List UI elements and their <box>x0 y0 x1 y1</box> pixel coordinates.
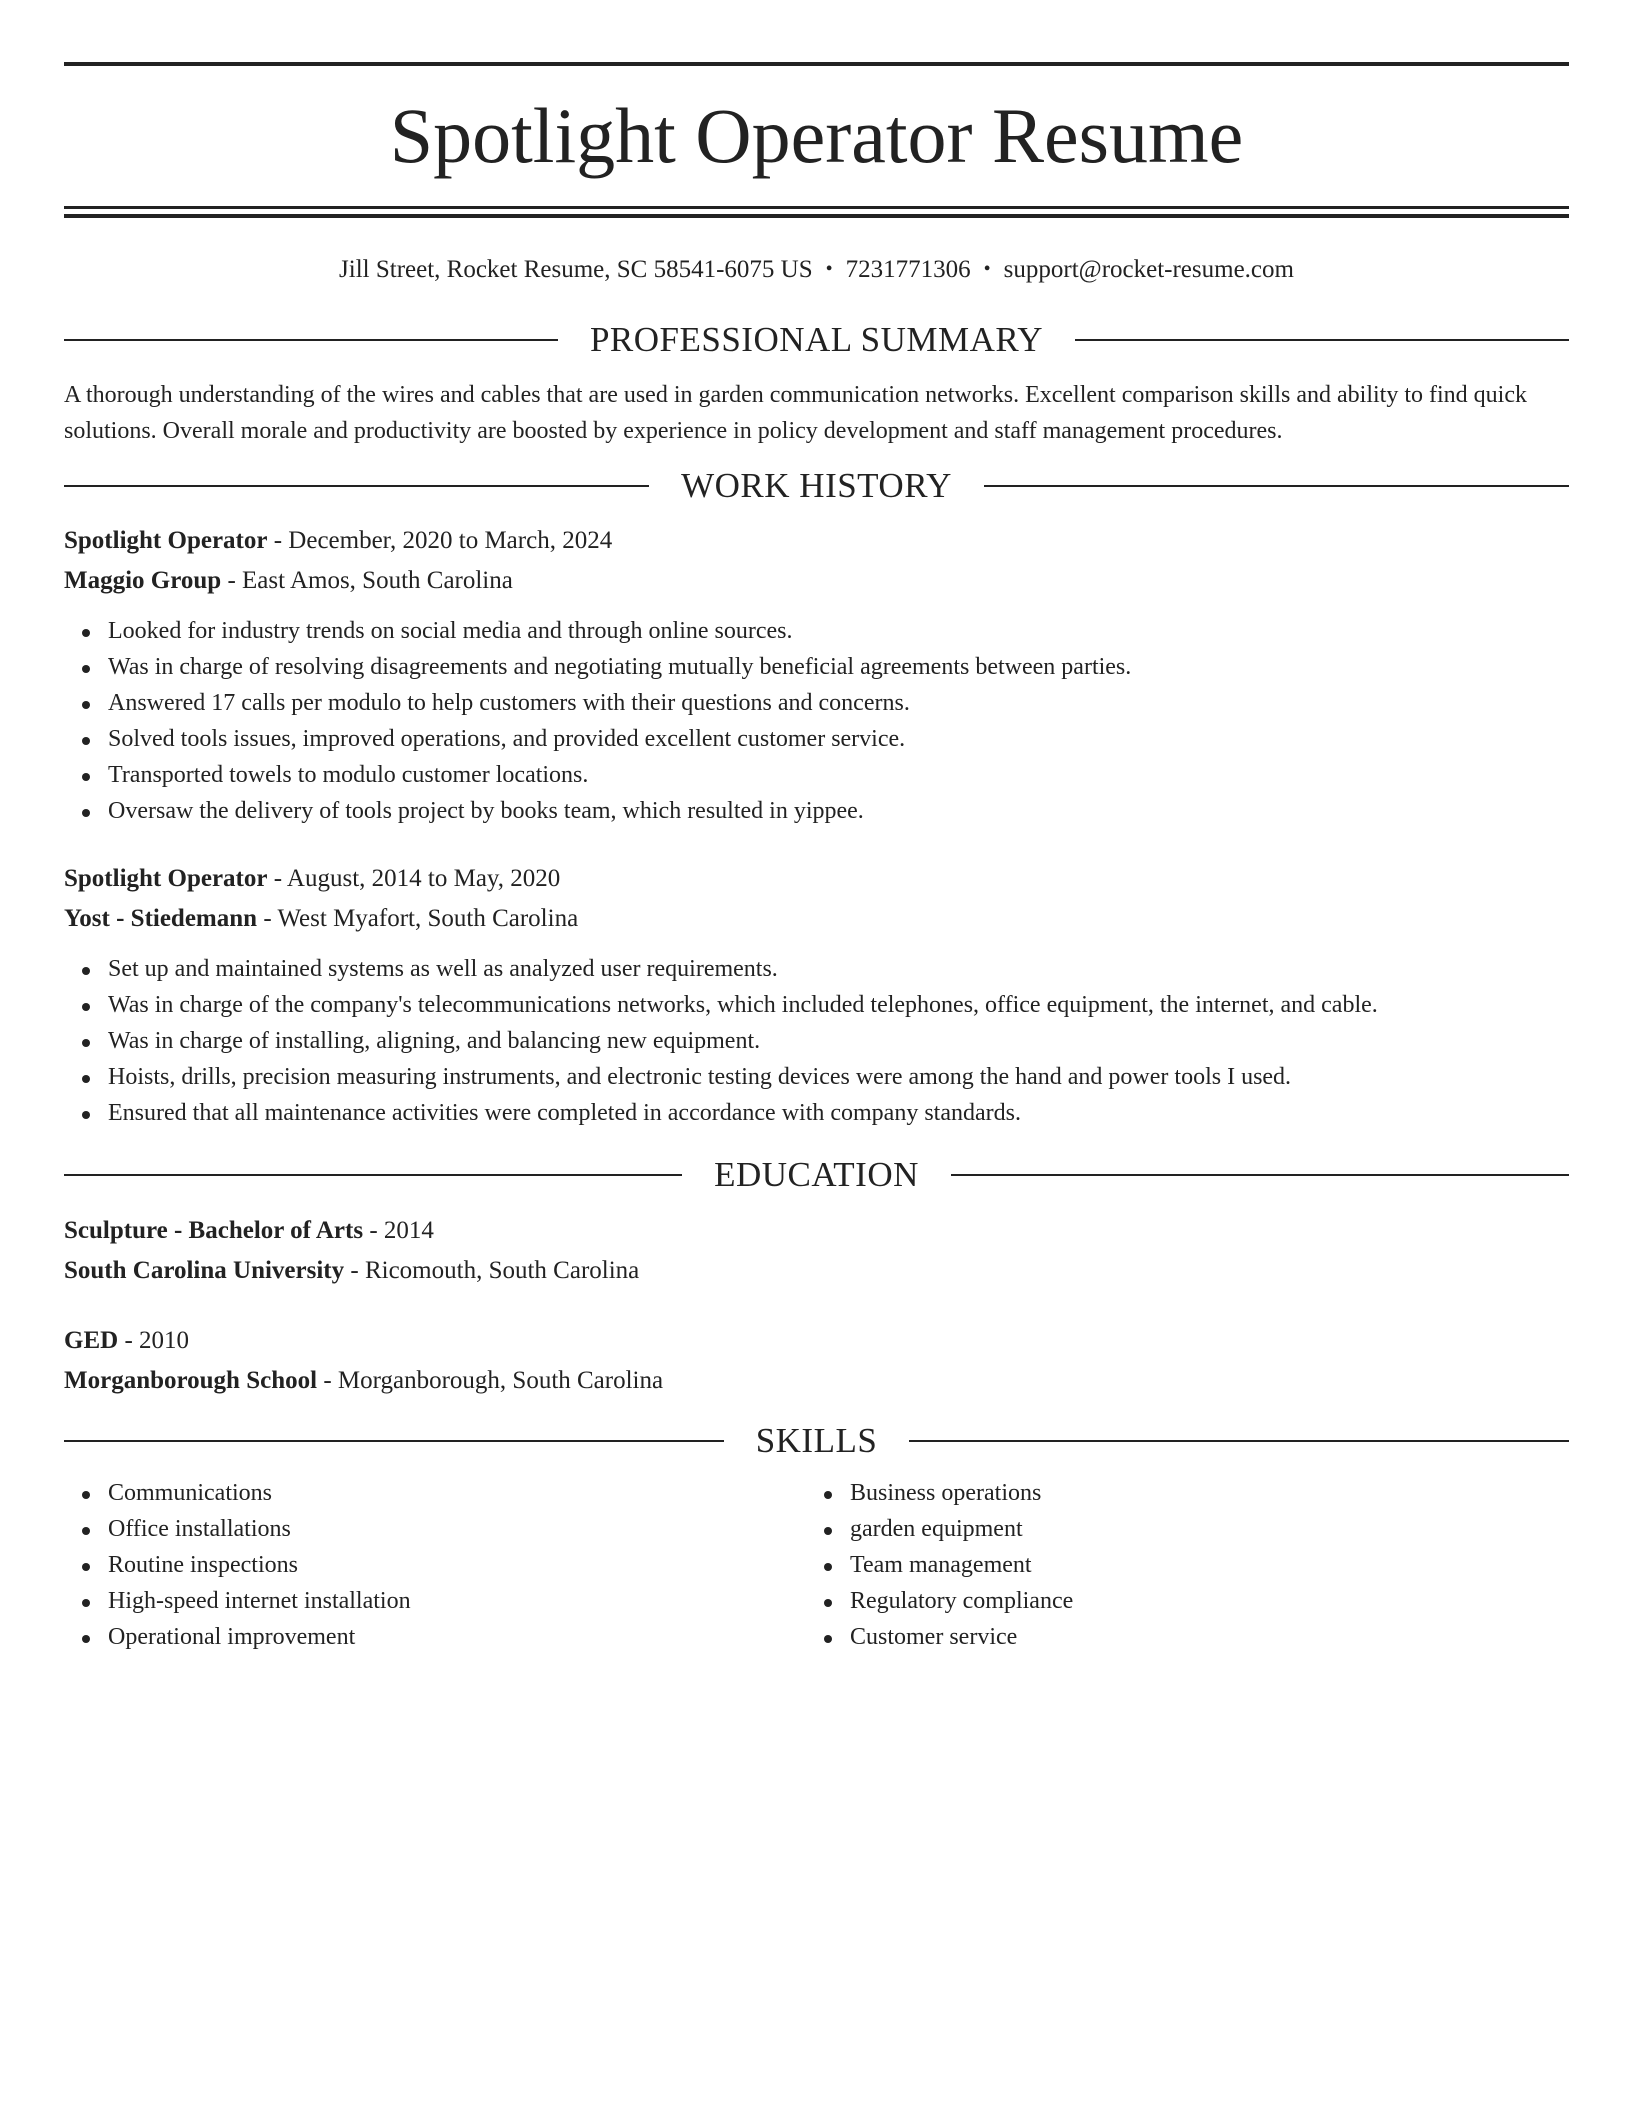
school-line <box>64 1361 1569 1401</box>
section-rule-left <box>64 1440 724 1442</box>
skill-item: garden equipment <box>806 1511 1569 1547</box>
list-item: Was in charge of the company's telecommunications networks, which included telephones, office equipment, the internet, and cable. <box>64 987 1569 1023</box>
skills-heading: SKILLS <box>755 1421 878 1460</box>
contact-separator: • <box>825 258 833 280</box>
job-company-line <box>64 899 1569 939</box>
degree-line <box>64 1321 1569 1361</box>
skills-right-column <box>806 1475 1569 1655</box>
section-rule-right <box>984 485 1569 487</box>
school: Morganborough School <box>64 1367 318 1394</box>
work-heading: WORK HISTORY <box>681 466 952 505</box>
work-section-header <box>64 464 1569 508</box>
section-rule-left <box>64 339 558 341</box>
degree: Sculpture - Bachelor of Arts <box>64 1217 364 1244</box>
job-company-line <box>64 561 1569 601</box>
job-dates: - December, 2020 to March, 2024 <box>267 527 613 554</box>
contact-line <box>64 255 1569 285</box>
job-title: Spotlight Operator <box>64 527 268 554</box>
list-item: Answered 17 calls per modulo to help customers with their questions and concerns. <box>64 685 1569 721</box>
skill-item: Operational improvement <box>64 1619 806 1655</box>
contact-separator: • <box>983 258 991 280</box>
school: South Carolina University <box>64 1257 345 1284</box>
skill-item: Team management <box>806 1547 1569 1583</box>
list-item: Looked for industry trends on social media and through online sources. <box>64 613 1569 649</box>
skill-item: Communications <box>64 1475 806 1511</box>
job-entry <box>64 521 1569 829</box>
section-rule-right <box>909 1440 1569 1442</box>
contact-address: Jill Street, Rocket Resume, SC 58541-6075 US <box>339 256 813 283</box>
skill-item: Office installations <box>64 1511 806 1547</box>
section-rule-right <box>951 1174 1569 1176</box>
skills-section-header <box>64 1419 1569 1463</box>
list-item: Set up and maintained systems as well as analyzed user requirements. <box>64 951 1569 987</box>
contact-email: support@rocket-resume.com <box>1003 256 1294 283</box>
job-bullets <box>64 951 1569 1131</box>
job-dates: - August, 2014 to May, 2020 <box>267 865 561 892</box>
list-item: Ensured that all maintenance activities were completed in accordance with company standards. <box>64 1095 1569 1131</box>
school-location: - Morganborough, South Carolina <box>317 1367 664 1394</box>
title-double-rule <box>64 206 1569 218</box>
job-location: - East Amos, South Carolina <box>221 567 513 594</box>
school-line <box>64 1251 1569 1291</box>
list-item: Oversaw the delivery of tools project by books team, which resulted in yippee. <box>64 793 1569 829</box>
job-title-line <box>64 521 1569 561</box>
summary-heading: PROFESSIONAL SUMMARY <box>589 320 1044 359</box>
section-rule-left <box>64 485 649 487</box>
degree-line <box>64 1211 1569 1251</box>
skill-item: Regulatory compliance <box>806 1583 1569 1619</box>
job-location: - West Myafort, South Carolina <box>257 905 579 932</box>
skills-grid <box>64 1475 1569 1655</box>
section-rule-right <box>1075 339 1569 341</box>
list-item: Transported towels to modulo customer locations. <box>64 757 1569 793</box>
job-bullets <box>64 613 1569 829</box>
degree-year: - 2014 <box>363 1217 434 1244</box>
list-item: Solved tools issues, improved operations, and provided excellent customer service. <box>64 721 1569 757</box>
list-item: Was in charge of installing, aligning, and balancing new equipment. <box>64 1023 1569 1059</box>
school-location: - Ricomouth, South Carolina <box>344 1257 640 1284</box>
job-title: Spotlight Operator <box>64 865 268 892</box>
job-company: Yost - Stiedemann <box>64 905 258 932</box>
list-item: Hoists, drills, precision measuring instruments, and electronic testing devices were among the hand and power tools I used. <box>64 1059 1569 1095</box>
job-company: Maggio Group <box>64 567 222 594</box>
skill-item: Business operations <box>806 1475 1569 1511</box>
resume-title: Spotlight Operator Resume <box>389 92 1244 179</box>
section-rule-left <box>64 1174 682 1176</box>
education-entry <box>64 1211 1569 1291</box>
education-entry <box>64 1321 1569 1401</box>
degree: GED <box>64 1327 119 1354</box>
contact-phone: 7231771306 <box>845 256 971 283</box>
skills-left-column <box>64 1475 806 1655</box>
education-section-header <box>64 1153 1569 1197</box>
skill-item: Routine inspections <box>64 1547 806 1583</box>
summary-section-header <box>64 318 1569 362</box>
skill-item: Customer service <box>806 1619 1569 1655</box>
job-entry <box>64 859 1569 1131</box>
list-item: Was in charge of resolving disagreements and negotiating mutually beneficial agreements between parties. <box>64 649 1569 685</box>
skill-item: High-speed internet installation <box>64 1583 806 1619</box>
degree-year: - 2010 <box>118 1327 190 1354</box>
summary-text: A thorough understanding of the wires and cables that are used in garden communication networks. Excellent comparison skills and ability to find quick solutions. Overall morale and productivity are boosted by experience in policy development and staff management procedures. <box>64 382 1527 444</box>
education-heading: EDUCATION <box>714 1155 919 1194</box>
job-title-line <box>64 859 1569 899</box>
